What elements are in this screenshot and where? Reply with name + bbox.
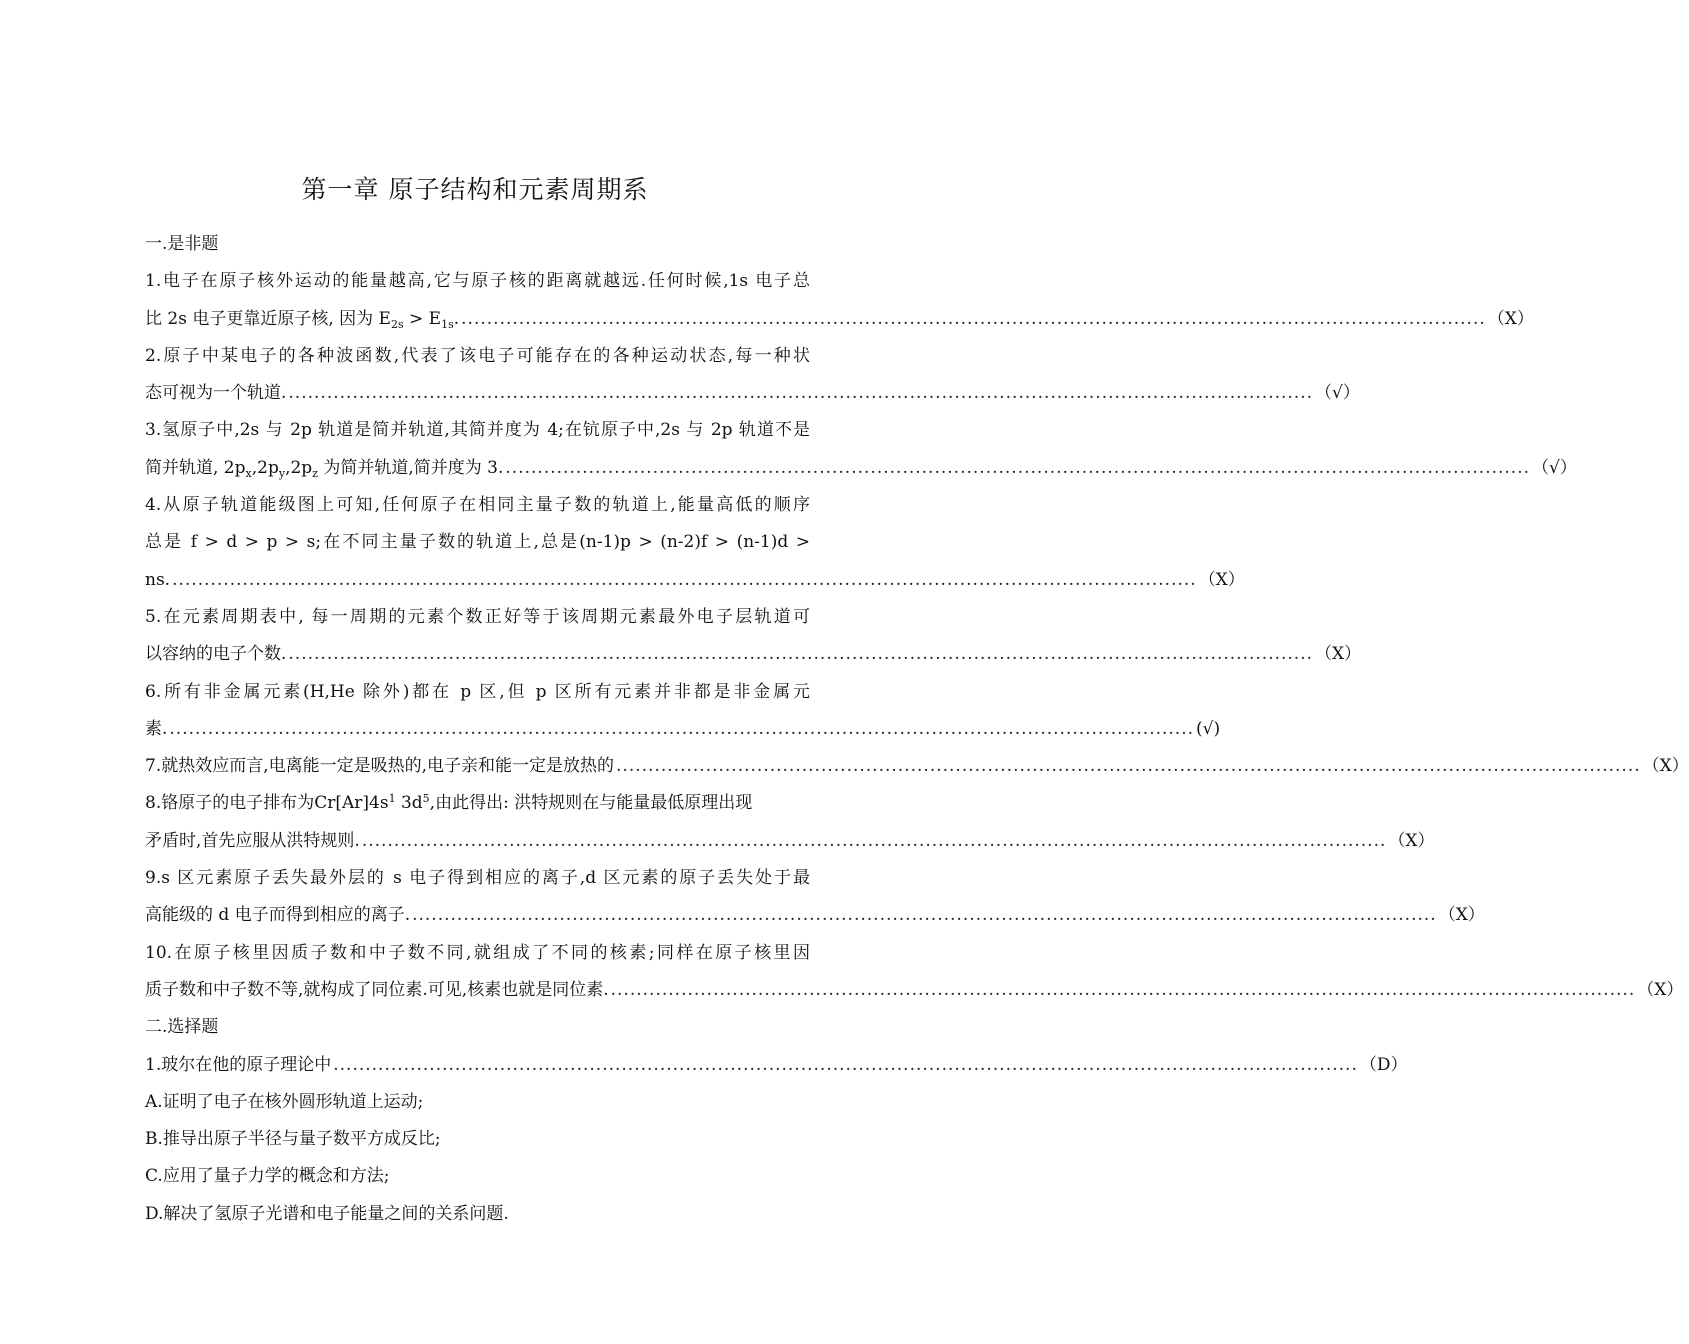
question-2-line-2: 态可视为一个轨道. ................................................................................................................................................................ （√）: [145, 375, 810, 412]
question-1-answer: （X）: [1487, 308, 1534, 329]
question-9-line-1: 9.s 区元素原子丢失最外层的 s 电子得到相应的离子,d 区元素的原子丢失处于最: [145, 868, 810, 889]
question-9-line-2: 高能级的 d 电子而得到相应的离子. ................................................................................................................................................................ （X）: [145, 897, 810, 934]
question-7-answer: （X）: [1642, 756, 1689, 777]
dot-leader: ................................................................................................................................................................: [169, 718, 1195, 739]
question-10-answer: （X）: [1637, 979, 1684, 1000]
question-3-line-1: 3.氢原子中,2s 与 2p 轨道是简并轨道,其简并度为 4;在钪原子中,2s 与 2p 轨道不是: [145, 420, 810, 441]
chapter-title: 第一章 原子结构和元素周期系: [301, 175, 649, 204]
dot-leader: ................................................................................................................................................................: [288, 644, 1314, 665]
question-1-line-1: 1.电子在原子核外运动的能量越高,它与原子核的距离就越远.任何时候,1s 电子总: [145, 271, 810, 292]
question-4-line-1: 4.从原子轨道能级图上可知,任何原子在相同主量子数的轨道上,能量高低的顺序: [145, 495, 810, 516]
dot-leader: ................................................................................................................................................................: [412, 905, 1437, 926]
question-2-answer: （√）: [1315, 383, 1360, 404]
question-1-line-2: [145, 301, 1534, 338]
question-4-line-3: ns. ................................................................................................................................................................ （X）: [145, 562, 810, 599]
choice-option-b: B.推导出原子半径与量子数平方成反比;: [145, 1129, 441, 1150]
question-5-line-2: 以容纳的电子个数. ................................................................................................................................................................ （X）: [145, 636, 810, 673]
choice-option-d: D.解决了氢原子光谱和电子能量之间的关系问题.: [145, 1203, 509, 1224]
question-8-answer: （X）: [1388, 830, 1435, 851]
question-2-line-1: 2.原子中某电子的各种波函数,代表了该电子可能存在的各种运动状态,每一种状: [145, 345, 810, 366]
question-8-line-1: 8.铬原子的电子排布为$Cr[Ar]4s^1$ $3d^5$,由此得出: 洪特规则在与能量最低原理出现: [145, 792, 753, 814]
question-9-answer: （X）: [1438, 905, 1485, 926]
choice-question-1: 1.玻尔在他的原子理论中 ................................................................................................................................................................ （D）: [145, 1047, 810, 1084]
choice-question-1-answer: （D）: [1359, 1054, 1408, 1075]
dot-leader: ................................................................................................................................................................: [616, 756, 1641, 777]
dot-leader: ................................................................................................................................................................: [361, 830, 1387, 851]
dot-leader: ................................................................................................................................................................: [333, 1054, 1358, 1075]
choice-option-a: A.证明了电子在核外圆形轨道上运动;: [145, 1091, 424, 1112]
dot-leader: ................................................................................................................................................................: [461, 308, 1486, 329]
question-7-line-1: 7.就热效应而言,电离能一定是吸热的,电子亲和能一定是放热的 ................................................................................................................................................................ （X）: [145, 748, 810, 785]
question-3-answer: （√）: [1532, 457, 1577, 478]
question-6-line-2: 素. ................................................................................................................................................................ (√): [145, 711, 810, 748]
section-heading-multiple-choice: 二.选择题: [145, 1017, 219, 1038]
choice-option-c: C.应用了量子力学的概念和方法;: [145, 1166, 390, 1187]
dot-leader: ................................................................................................................................................................: [288, 383, 1314, 404]
question-6-line-1: 6.所有非金属元素(H,He 除外)都在 p 区,但 p 区所有元素并非都是非金属元: [145, 681, 810, 702]
question-1-text: 比 2s 电子更靠近原子核, 因为 $E_{2s} > E_{1s}$.: [145, 308, 460, 331]
question-5-line-1: 5.在元素周期表中, 每一周期的元素个数正好等于该周期元素最外电子层轨道可: [145, 606, 810, 627]
dot-leader: ................................................................................................................................................................: [172, 569, 1197, 590]
dot-leader: ................................................................................................................................................................: [505, 457, 1531, 478]
question-4-answer: （X）: [1198, 569, 1245, 590]
question-8-line-2: 矛盾时,首先应服从洪特规则. ................................................................................................................................................................ （X）: [145, 823, 810, 860]
question-6-answer: (√): [1196, 718, 1221, 739]
question-10-line-1: 10.在原子核里因质子数和中子数不同,就组成了不同的核素;同样在原子核里因: [145, 942, 810, 963]
dot-leader: ................................................................................................................................................................: [610, 979, 1636, 1000]
document-body: [145, 226, 1689, 1233]
question-5-answer: （X）: [1315, 644, 1362, 665]
question-4-line-2: 总是 f > d > p > s;在不同主量子数的轨道上,总是(n-1)p > (n-2)f > (n-1)d >: [145, 532, 810, 553]
section-heading-true-false: 一.是非题: [145, 234, 219, 254]
question-10-line-2: 质子数和中子数不等,就构成了同位素.可见,核素也就是同位素. ................................................................................................................................................................ （X）: [145, 972, 810, 1009]
question-3-line-2: 简并轨道, $2p_x,2p_y,2p_z$ 为简并轨道,简并度为 3. ................................................................................................................................................................ （√）: [145, 450, 810, 487]
